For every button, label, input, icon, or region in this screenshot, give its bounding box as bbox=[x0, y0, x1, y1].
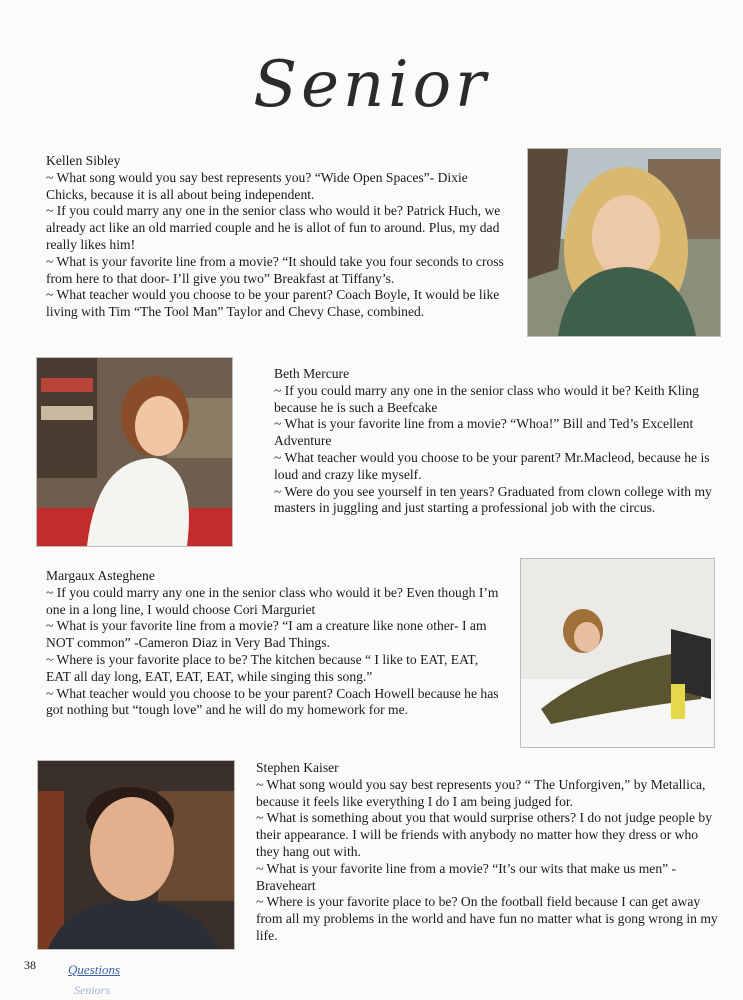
answer-line: ~ What is your favorite line from a movie? “It’s our wits that make us men” -Braveheart bbox=[256, 860, 677, 893]
student-name: Kellen Sibley bbox=[46, 153, 121, 168]
student-photo-beth-mercure bbox=[36, 357, 233, 547]
answer-line: ~ Where is your favorite place to be? On the football field because I can get away from all my problems in the world and have fun no matter what is gong wrong in my life. bbox=[256, 894, 718, 943]
student-name: Stephen Kaiser bbox=[256, 760, 339, 775]
answer-line: ~ If you could marry any one in the senior class who would it be? Patrick Huch, we already act like an old married couple and he is allot of fun to around. Plus, my dad really likes him! bbox=[46, 203, 501, 252]
entry-beth-mercure bbox=[274, 366, 720, 517]
answer-line: ~ Where is your favorite place to be? The kitchen because “ I like to EAT, EAT, EAT all day long, EAT, EAT, EAT, while singing this song.” bbox=[46, 651, 479, 684]
entry-stephen-kaiser bbox=[256, 760, 718, 945]
student-photo-margaux-asteghene bbox=[520, 558, 715, 748]
student-photo-stephen-kaiser bbox=[37, 760, 235, 950]
nav-link-seniors[interactable]: Seniors bbox=[74, 983, 110, 997]
student-name: Margaux Asteghene bbox=[46, 568, 155, 583]
student-name: Beth Mercure bbox=[274, 366, 350, 381]
answer-line: ~ What teacher would you choose to be your parent? Coach Boyle, It would be like living with Tim “The Tool Man” Taylor and Chevy Chase, combined. bbox=[46, 287, 500, 320]
answer-line: ~ What is your favorite line from a movie? “It should take you four seconds to cross from here to that door- I’ll give you two” Breakfast at Tiffany’s. bbox=[46, 253, 504, 286]
answer-line: ~ What is your favorite line from a movie? “I am a creature like none other- I am NOT common” -Cameron Diaz in Very Bad Things. bbox=[46, 618, 487, 651]
answer-line: ~ If you could marry any one in the senior class who would it be? Even though I’m one in a long line, I would choose Cori Marguriet bbox=[46, 584, 499, 617]
answer-line: ~ What is something about you that would surprise others? I do not judge people by their appearance. I will be friends with anybody no matter how they dress or who they hang out with. bbox=[256, 810, 713, 859]
answer-line: ~ If you could marry any one in the senior class who would it be? Keith Kling because he is such a Beefcake bbox=[274, 382, 699, 415]
nav-link-questions[interactable]: Questions bbox=[68, 962, 120, 977]
answer-line: ~ What teacher would you choose to be your parent? Coach Howell because he has got nothing but “tough love” and he will do my homework for me. bbox=[46, 685, 499, 718]
answer-line: ~ What song would you say best represents you? “ The Unforgiven,” by Metallica, because it feels like everything I do I am being judged for. bbox=[256, 776, 706, 809]
page-title: Senior bbox=[253, 48, 490, 122]
answer-line: ~ What song would you say best represents you? “Wide Open Spaces”- Dixie Chicks, because it is all about being independent. bbox=[46, 169, 468, 202]
entry-kellen-sibley bbox=[46, 153, 508, 321]
entry-margaux-asteghene bbox=[46, 568, 506, 719]
answer-line: ~ What is your favorite line from a movie? “Whoa!” Bill and Ted’s Excellent Adventure bbox=[274, 416, 694, 449]
answer-line: ~ Were do you see yourself in ten years? Graduated from clown college with my masters in juggling and just starting a professional job with the circus. bbox=[274, 483, 712, 516]
page-number: 38 bbox=[24, 958, 36, 972]
student-photo-kellen-sibley bbox=[527, 148, 721, 337]
answer-line: ~ What teacher would you choose to be your parent? Mr.Macleod, because he is loud and crazy like myself. bbox=[274, 449, 710, 482]
